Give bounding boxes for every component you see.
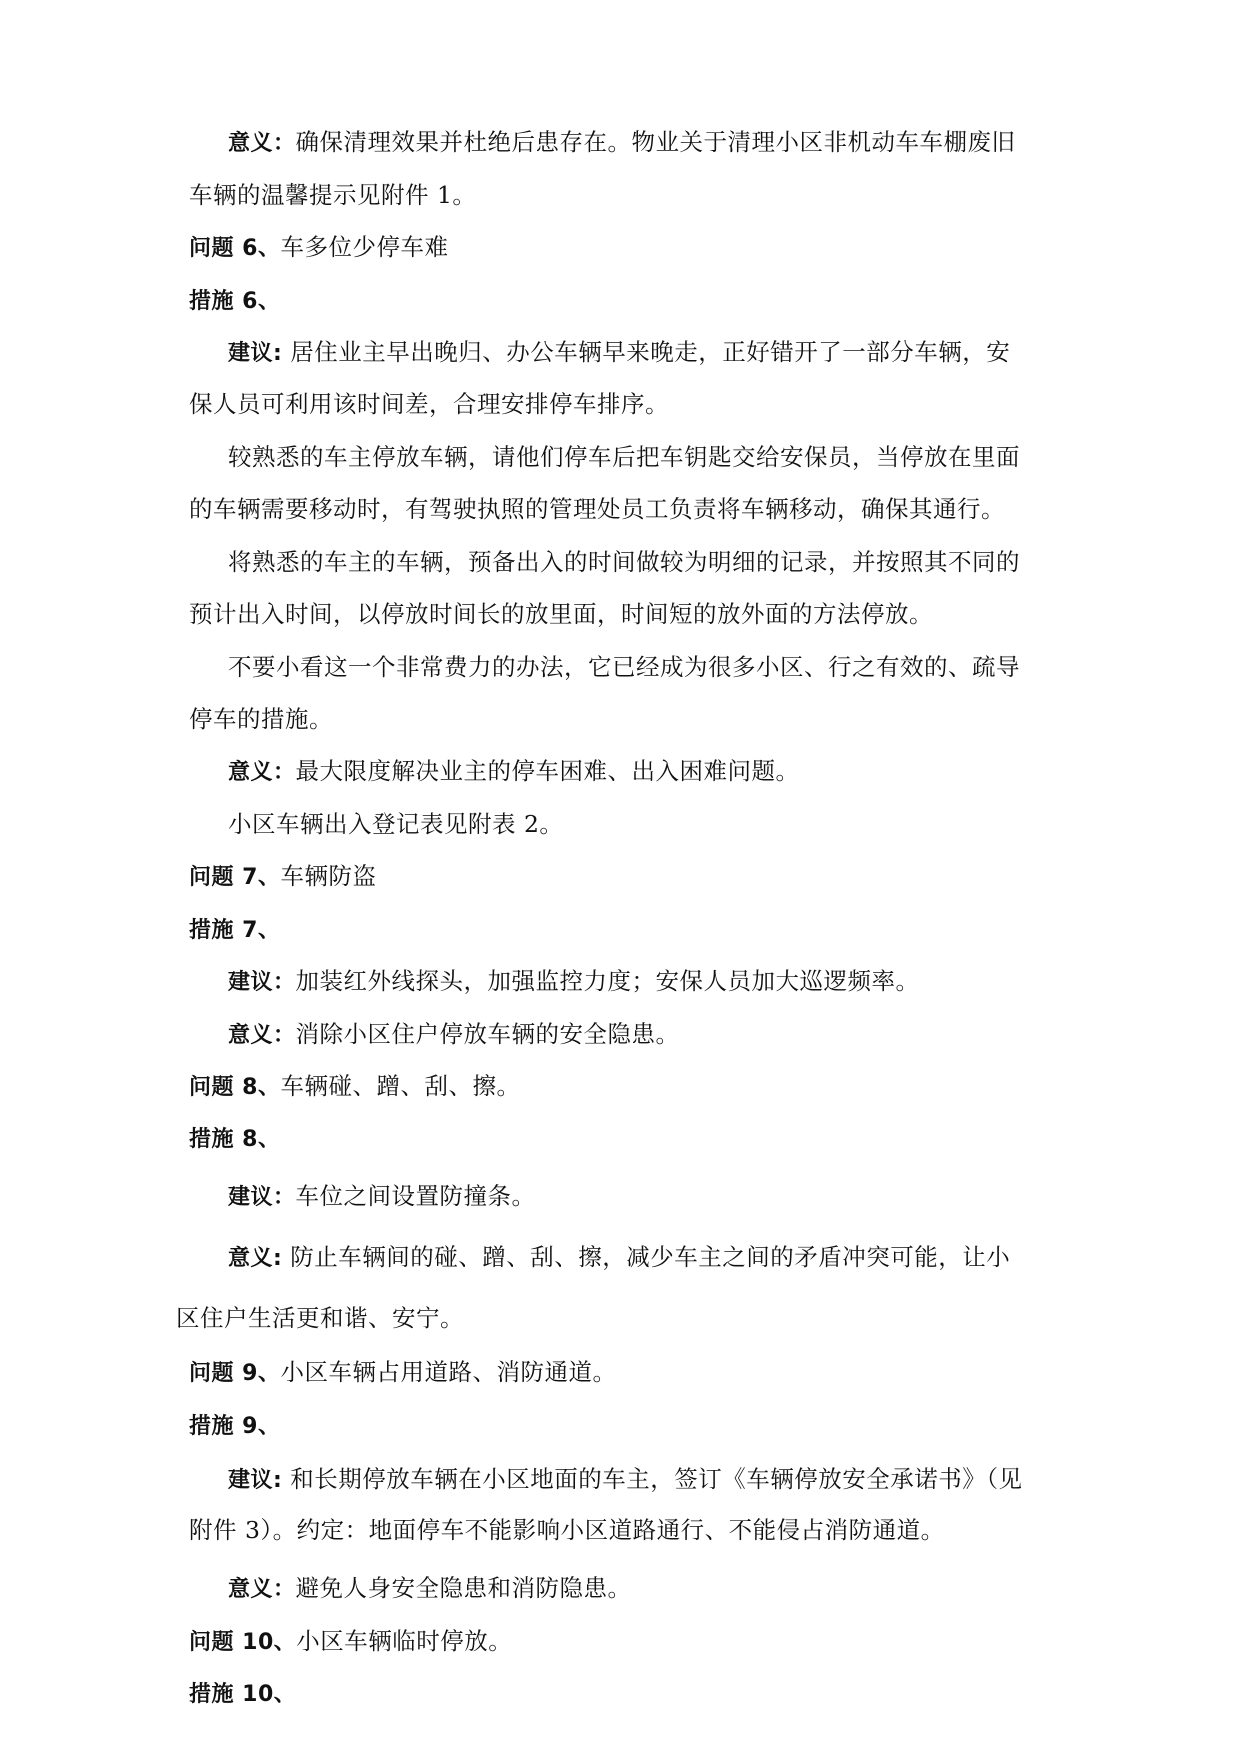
- label: 建议：: [228, 1185, 296, 1210]
- paragraph-line: [228, 1018, 680, 1052]
- line-text: 车辆防盗: [280, 862, 377, 890]
- paragraph-line: [228, 1463, 1023, 1497]
- label: 问题 8、: [189, 1075, 281, 1100]
- paragraph-line: [189, 703, 333, 735]
- line-text: 附件 3）。约定：地面停车不能影响小区道路通行、不能侵占消防通道。: [189, 1516, 945, 1544]
- label: 建议：: [228, 970, 296, 995]
- line-text: 和长期停放车辆在小区地面的车主，签订《车辆停放安全承诺书》（见: [282, 1465, 1023, 1493]
- line-text: 区住户生活更和谐、安宁。: [176, 1304, 464, 1332]
- line-text: 最大限度解决业主的停车困难、出入困难问题。: [295, 757, 800, 785]
- line-text: 车位之间设置防撞条。: [295, 1182, 536, 1210]
- paragraph-line: [228, 651, 1020, 683]
- paragraph-line: [228, 336, 1010, 370]
- label: 意义：: [228, 131, 296, 156]
- paragraph-line: [189, 493, 1005, 525]
- line-text: 小区车辆占用道路、消防通道。: [280, 1358, 617, 1386]
- paragraph-line: [228, 546, 1020, 578]
- label: 问题 6、: [189, 236, 281, 261]
- paragraph-line: [228, 1180, 536, 1214]
- measure-heading: [189, 1677, 296, 1711]
- label: 建议:: [228, 1468, 283, 1493]
- line-text: 避免人身安全隐患和消防隐患。: [295, 1574, 632, 1602]
- label: 措施 9、: [189, 1414, 281, 1439]
- label: 措施 7、: [189, 918, 281, 943]
- label: 意义：: [228, 760, 296, 785]
- paragraph-line: [228, 808, 563, 840]
- paragraph-line: [228, 1572, 632, 1606]
- paragraph-line: [228, 755, 800, 789]
- label: 问题 9、: [189, 1361, 281, 1386]
- label: 建议:: [228, 341, 283, 366]
- paragraph-line: [189, 598, 933, 630]
- label: 意义:: [228, 1246, 283, 1271]
- label: 意义：: [228, 1023, 296, 1048]
- measure-heading: [189, 913, 280, 947]
- problem-heading: [189, 860, 376, 894]
- paragraph-line: [228, 441, 1020, 473]
- problem-heading: [189, 1070, 520, 1104]
- paragraph-line: [189, 388, 669, 420]
- line-text: 的车辆需要移动时，有驾驶执照的管理处员工负责将车辆移动，确保其通行。: [189, 495, 1005, 523]
- measure-heading: [189, 1122, 280, 1156]
- line-text: 停车的措施。: [189, 705, 333, 733]
- paragraph-line: [228, 1241, 1010, 1275]
- paragraph-line: [189, 179, 476, 211]
- line-text: 确保清理效果并杜绝后患存在。物业关于清理小区非机动车车棚废旧: [295, 128, 1016, 156]
- line-text: 预计出入时间，以停放时间长的放里面，时间短的放外面的方法停放。: [189, 600, 933, 628]
- label: 问题 7、: [189, 865, 281, 890]
- line-text: 不要小看这一个非常费力的办法，它已经成为很多小区、行之有效的、疏导: [228, 653, 1020, 681]
- line-text: 小区车辆临时停放。: [296, 1627, 513, 1655]
- line-text: 保人员可利用该时间差，合理安排停车排序。: [189, 390, 669, 418]
- paragraph-line: [228, 126, 1016, 160]
- line-text: 较熟悉的车主停放车辆，请他们停车后把车钥匙交给安保员，当停放在里面: [228, 443, 1020, 471]
- line-text: 将熟悉的车主的车辆，预备出入的时间做较为明细的记录，并按照其不同的: [228, 548, 1020, 576]
- label: 问题 10、: [189, 1630, 297, 1655]
- measure-heading: [189, 284, 280, 318]
- paragraph-line: [228, 965, 920, 999]
- line-text: 小区车辆出入登记表见附表 2。: [228, 810, 564, 838]
- label: 措施 8、: [189, 1127, 281, 1152]
- label: 措施 6、: [189, 289, 281, 314]
- line-text: 防止车辆间的碰、蹭、刮、擦，减少车主之间的矛盾冲突可能，让小: [282, 1243, 1011, 1271]
- line-text: 车多位少停车难: [280, 233, 449, 261]
- problem-heading: [189, 1356, 616, 1390]
- line-text: 消除小区住户停放车辆的安全隐患。: [295, 1020, 680, 1048]
- paragraph-line: [176, 1302, 464, 1334]
- line-text: 车辆碰、蹭、刮、擦。: [280, 1072, 521, 1100]
- line-text: 居住业主早出晚归、办公车辆早来晚走，正好错开了一部分车辆，安: [282, 338, 1011, 366]
- measure-heading: [189, 1409, 280, 1443]
- label: 措施 10、: [189, 1682, 297, 1707]
- line-text: 加装红外线探头，加强监控力度；安保人员加大巡逻频率。: [295, 967, 920, 995]
- label: 意义：: [228, 1577, 296, 1602]
- problem-heading: [189, 231, 448, 265]
- problem-heading: [189, 1625, 512, 1659]
- paragraph-line: [189, 1514, 945, 1546]
- line-text: 车辆的温馨提示见附件 1。: [189, 181, 477, 209]
